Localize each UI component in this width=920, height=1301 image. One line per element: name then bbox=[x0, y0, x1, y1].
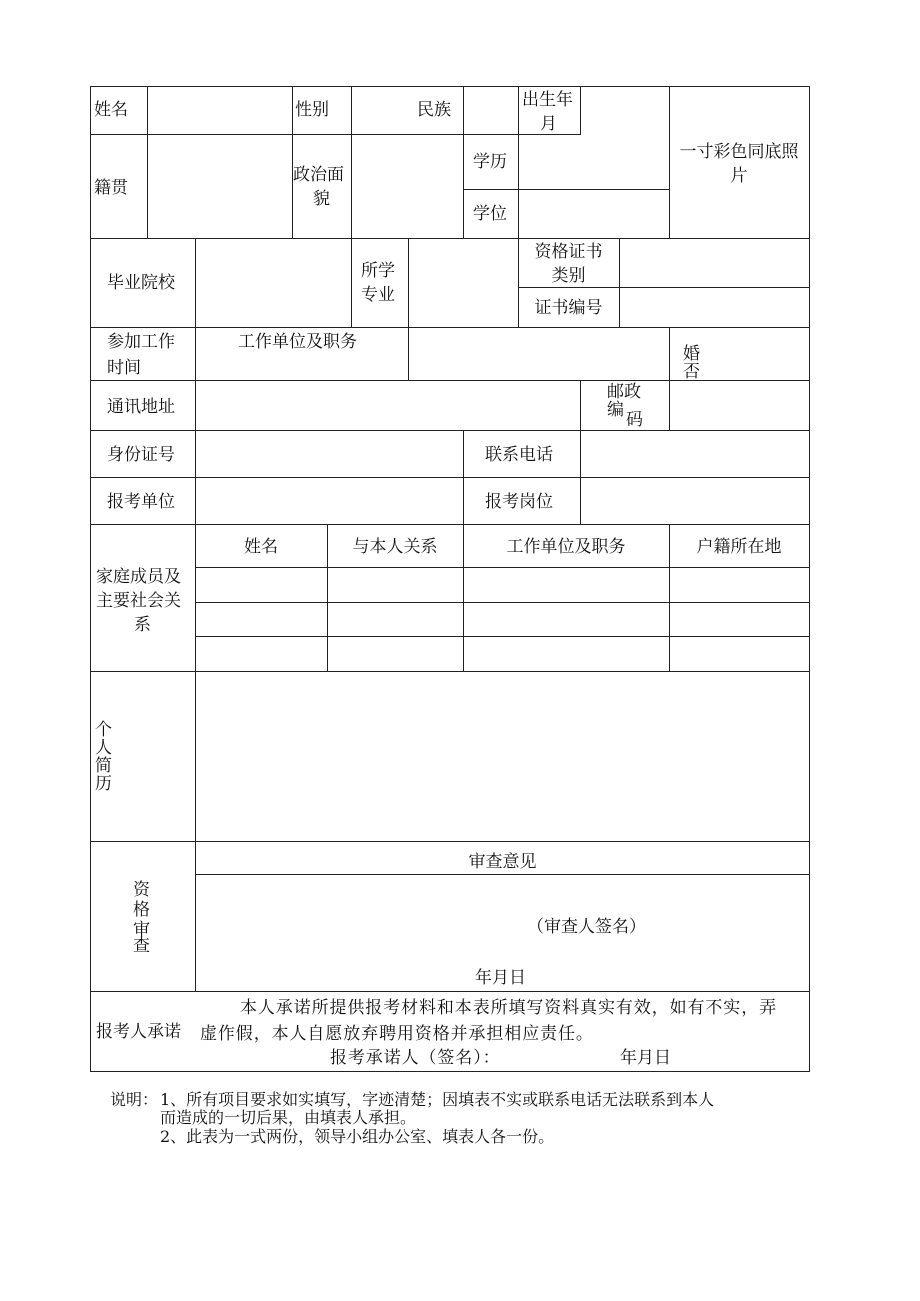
label-resume-char: 简 bbox=[95, 756, 112, 776]
label-resume-char: 历 bbox=[95, 774, 112, 794]
label-id-number: 身份证号 bbox=[107, 445, 175, 465]
review-date: 年月日 bbox=[475, 968, 526, 988]
family-header-relation: 与本人关系 bbox=[352, 537, 438, 557]
label-political-line1: 政治面 bbox=[293, 165, 344, 185]
label-birth-line1: 出生年 bbox=[522, 90, 573, 110]
label-ethnicity: 民族 bbox=[417, 100, 451, 120]
review-signer: （审查人签名） bbox=[527, 917, 646, 937]
label-cert-type-line2: 类别 bbox=[551, 266, 586, 286]
label-major-line2: 专业 bbox=[361, 285, 395, 305]
label-postal-line2: 编 bbox=[607, 400, 624, 420]
label-family-line2: 主要社会关 bbox=[96, 591, 181, 611]
label-pledge: 报考人承诺 bbox=[96, 1022, 181, 1042]
pledge-text-line1: 本人承诺所提供报考材料和本表所填写资料真实有效，如有不实，弄 bbox=[240, 998, 777, 1018]
label-political-line2: 貌 bbox=[313, 189, 330, 209]
notes-prefix: 说明： bbox=[110, 1090, 159, 1109]
label-marital-line2: 否 bbox=[683, 362, 700, 382]
label-apply-post: 报考岗位 bbox=[485, 492, 553, 512]
label-native-place: 籍贯 bbox=[94, 178, 128, 198]
label-marital-line1: 婚 bbox=[683, 344, 700, 364]
label-gender: 性别 bbox=[295, 100, 329, 120]
label-review-char: 资 bbox=[133, 880, 150, 900]
label-resume-char: 人 bbox=[95, 738, 112, 758]
label-postal-line3: 码 bbox=[626, 410, 643, 430]
label-apply-unit: 报考单位 bbox=[107, 492, 175, 512]
label-work-start-line2: 时间 bbox=[107, 358, 141, 378]
family-header-work: 工作单位及职务 bbox=[506, 537, 626, 557]
notes-item2: 2、此表为一式两份，领导小组办公室、填表人各一份。 bbox=[160, 1127, 555, 1146]
notes-item1-line1: 1、所有项目要求如实填写，字迹清楚；因填表不实或联系电话无法联系到本人 bbox=[160, 1090, 715, 1109]
label-work-unit: 工作单位及职务 bbox=[238, 332, 357, 352]
label-name: 姓名 bbox=[94, 100, 128, 120]
label-graduate-school: 毕业院校 bbox=[107, 273, 175, 293]
family-header-household: 户籍所在地 bbox=[696, 537, 782, 557]
label-cert-type-line1: 资格证书 bbox=[534, 242, 603, 262]
label-phone: 联系电话 bbox=[485, 445, 553, 465]
label-cert-number: 证书编号 bbox=[534, 298, 603, 318]
label-family-line1: 家庭成员及 bbox=[96, 567, 181, 587]
label-resume-char: 个 bbox=[95, 720, 112, 740]
label-review-char: 格 bbox=[133, 900, 150, 920]
review-opinion-title: 审查意见 bbox=[468, 852, 537, 872]
label-family-line3: 系 bbox=[134, 615, 151, 635]
label-birth-line2: 月 bbox=[540, 114, 557, 134]
family-header-name: 姓名 bbox=[244, 537, 278, 557]
photo-label-line2: 片 bbox=[730, 166, 748, 186]
label-major-line1: 所学 bbox=[361, 261, 395, 281]
label-work-start-line1: 参加工作 bbox=[107, 332, 175, 352]
notes-item1-line2: 而造成的一切后果，由填表人承担。 bbox=[160, 1108, 417, 1127]
pledge-date: 年月日 bbox=[620, 1048, 671, 1068]
label-mailing-address: 通讯地址 bbox=[107, 397, 175, 417]
label-review-char: 审 bbox=[133, 920, 150, 940]
photo-label-line1: 一寸彩色同底照 bbox=[679, 142, 799, 162]
label-postal-line1: 邮政 bbox=[607, 382, 641, 402]
label-review-char: 查 bbox=[133, 936, 150, 956]
label-education: 学历 bbox=[473, 152, 507, 172]
label-degree: 学位 bbox=[473, 204, 507, 224]
pledge-text-line2: 虚作假，本人自愿放弃聘用资格并承担相应责任。 bbox=[200, 1024, 594, 1044]
pledge-signature: 报考承诺人（签名）： bbox=[330, 1048, 501, 1068]
